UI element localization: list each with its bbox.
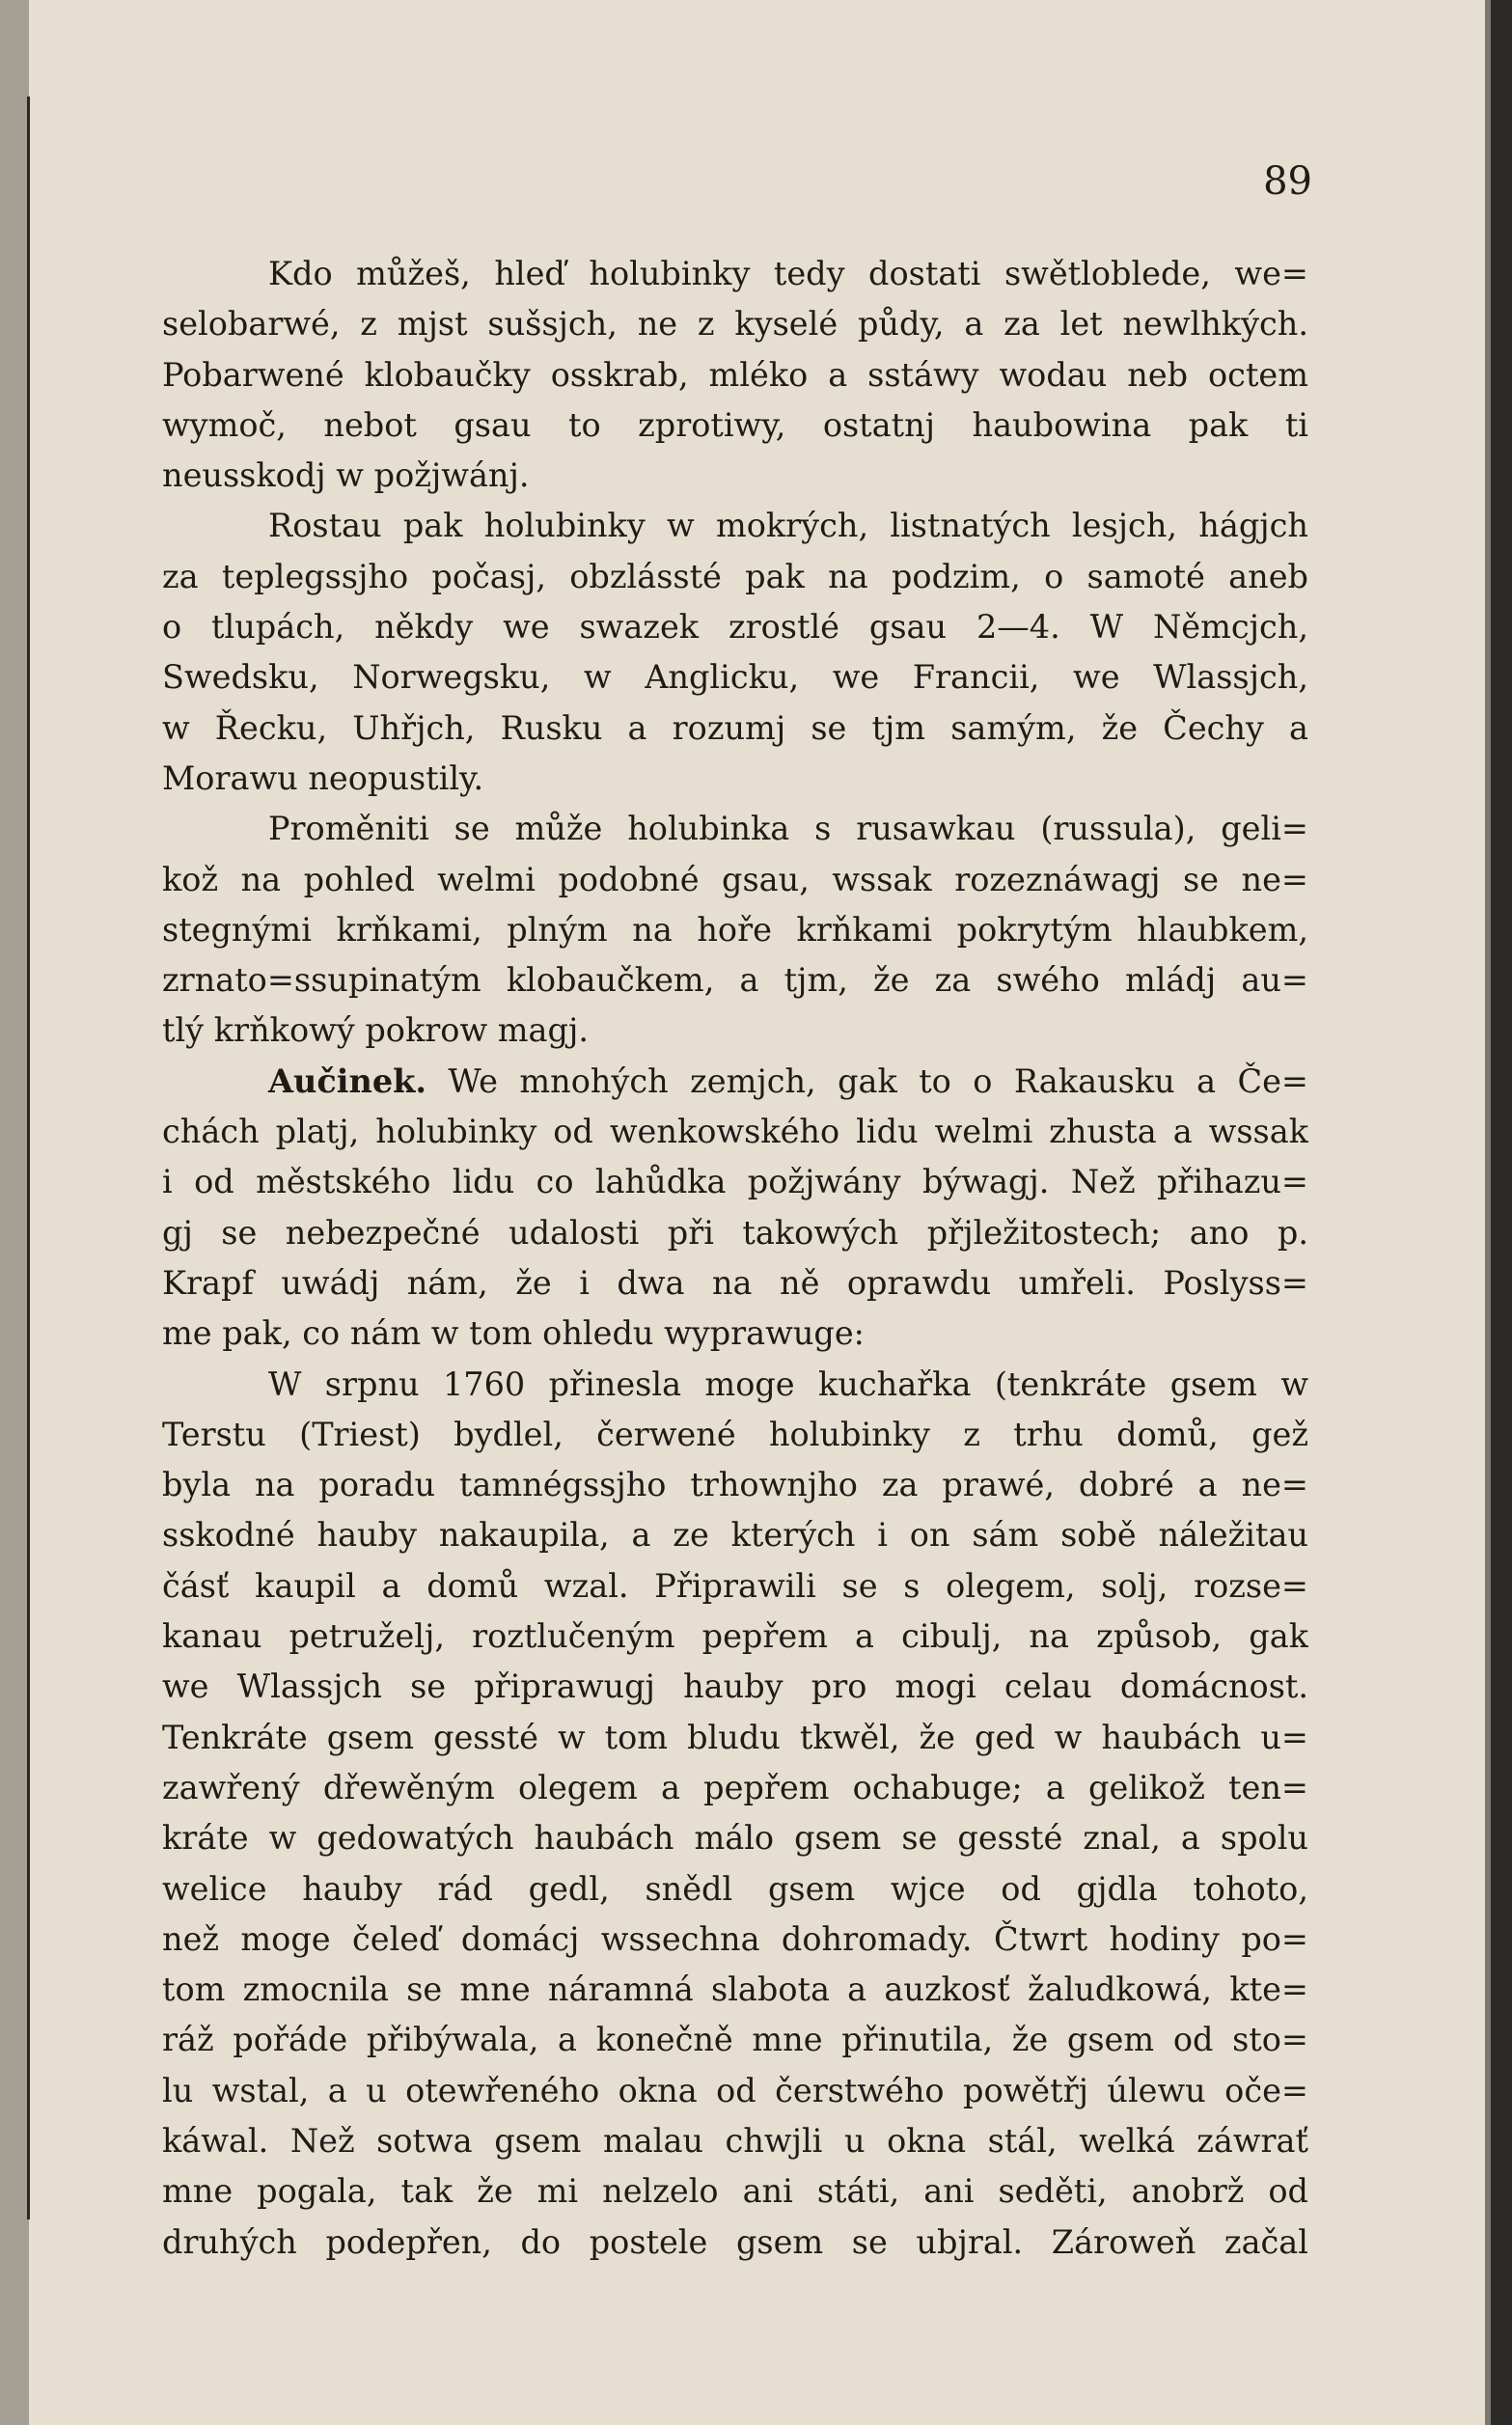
text-line: Tenkráte gsem gessté w tom bludu tkwěl, že ged w haubách u= [162,1718,1308,1756]
text-line: lu wstal, a u otewřeného okna od čerstwého powětřj úlewu oče= [162,2071,1308,2109]
text-line: za teplegssjho počasj, obzlássté pak na podzim, o samoté aneb [162,557,1308,595]
text-line: selobarwé, z mjst sušsjch, ne z kyselé půdy, a za let newlhkých. [162,305,1308,344]
text-line: Pobarwené klobaučky osskrab, mléko a sstáwy wodau neb octem [162,355,1308,394]
text-line: Swedsku, Norwegsku, w Anglicku, we Francii, we Wlassjch, [162,658,1308,697]
text-line: Kdo můžeš, hleď holubinky tedy dostati swětloblede, we= [268,255,1308,292]
text-line: me pak, co nám w tom ohledu wyprawuge: [162,1314,865,1353]
text-line: i od městského lidu co lahůdka požjwány býwagj. Než přihazu= [162,1163,1308,1201]
text-line: druhých podepřen, do postele gsem se ubjral. Zároweň začal [162,2222,1308,2261]
text-line: tlý krňkowý pokrow magj. [162,1011,589,1050]
text-line: w Řecku, Uhřjch, Rusku a rozumj se tjm samým, že Čechy a [162,708,1308,747]
text-line: Krapf uwádj nám, že i dwa na ně oprawdu umřeli. Poslyss= [162,1263,1308,1302]
text-line: wymoč, nebot gsau to zprotiwy, ostatnj haubowina pak ti [162,405,1308,444]
page-number: 89 [1263,159,1312,204]
text-line: kož na pohled welmi podobné gsau, wssak rozeznáwagj se ne= [162,860,1308,898]
text-line: Proměniti se může holubinka s rusawkau (russula), geli= [268,810,1308,848]
text-line: čásť kaupil a domů wzal. Připrawili se s olegem, solj, rozse= [162,1566,1308,1605]
text-line: ráž pořáde přibýwala, a konečně mne přinutila, že gsem od sto= [162,2021,1308,2059]
text-line: než moge čeleď domácj wssechna dohromady. Čtwrt hodiny po= [162,1919,1308,1958]
text-line: Aučinek. We mnohých zemjch, gak to o Rakausku a Če= [268,1061,1308,1100]
text-line: kanau petruželj, roztlučeným pepřem a cibulj, na způsob, gak [162,1617,1308,1656]
text-line: we Wlassjch se připrawugj hauby pro mogi celau domácnost. [162,1667,1308,1706]
text-line: zawřený dřewěným olegem a pepřem ochabuge; a gelikož ten= [162,1768,1308,1806]
text-line: gj se nebezpečné udalosti při takowých přjležitostech; ano p. [162,1213,1308,1252]
text-line: zrnato=ssupinatým klobaučkem, a tjm, že za swého mládj au= [162,961,1308,1000]
page-edge-border [1491,0,1512,2425]
text-line: byla na poradu tamnégssjho trhownjho za prawé, dobré a ne= [162,1466,1308,1504]
text-line: Terstu (Triest) bydlel, čerwené holubinky z trhu domů, gež [162,1415,1308,1453]
text-line: o tlupách, někdy we swazek zrostlé gsau 2—4. W Němcjch, [162,608,1308,647]
page-body-text [162,249,1308,2268]
page-gutter-line [27,96,30,2219]
page-spine-shadow [0,0,29,2425]
text-line: welice hauby rád gedl, snědl gsem wjce od gjdla tohoto, [162,1869,1308,1908]
text-line: Morawu neopustily. [162,758,484,797]
text-line: stegnými krňkami, plným na hoře krňkami pokrytým hlaubkem, [162,910,1308,949]
text-line: chách platj, holubinky od wenkowského lidu welmi zhusta a wssak [162,1113,1308,1151]
text-line: mne pogala, tak že mi nelzelo ani státi, ani seděti, anobrž od [162,2172,1308,2211]
text-line: sskodné hauby nakaupila, a ze kterých i on sám sobě náležitau [162,1516,1308,1555]
text-line: Rostau pak holubinky w mokrých, listnatých lesjch, hágjch [268,507,1308,545]
section-heading-word: Aučinek. [268,1061,427,1100]
text-line: tom zmocnila se mne náramná slabota a auzkosť žaludkowá, kte= [162,1970,1308,2009]
text-line: neusskodj w požjwánj. [162,456,530,495]
text-line: W srpnu 1760 přinesla moge kuchařka (tenkráte gsem w [268,1364,1308,1403]
text-line: kráte w gedowatých haubách málo gsem se gessté znal, a spolu [162,1819,1308,1858]
text-line: káwal. Než sotwa gsem malau chwjli u okna stál, welká záwrať [162,2121,1308,2160]
